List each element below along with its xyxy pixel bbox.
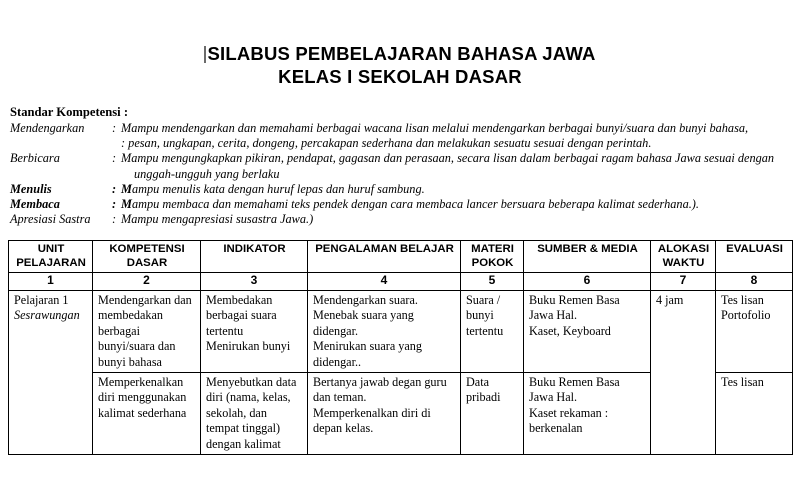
unit-pelajaran-subtitle: Sesrawungan	[14, 308, 80, 323]
cell-kompetensi-dasar: Memperkenalkan diri menggunakan kalimat sederhana	[93, 372, 201, 454]
standar-kompetensi-section	[0, 105, 800, 227]
sk-entry-berbicara	[10, 151, 800, 166]
cell-evaluasi	[716, 290, 793, 372]
col-number-3: 3	[201, 273, 308, 291]
pengalaman-line: Bertanya jawab degan guru dan teman.	[313, 374, 447, 405]
title-line-primary	[204, 42, 595, 65]
sk-text-menulis-lead: M	[121, 181, 132, 196]
sk-text-menulis	[121, 182, 800, 197]
col-number-6: 6	[524, 273, 651, 291]
cell-alokasi-waktu: 4 jam	[651, 290, 716, 454]
sumber-media-line: Kaset rekaman : berkenalan	[529, 405, 609, 436]
col-number-8: 8	[716, 273, 793, 291]
col-number-7: 7	[651, 273, 716, 291]
sk-text-berbicara-line2: unggah-ungguh yang berlaku	[134, 166, 280, 181]
title-line-secondary: KELAS I SEKOLAH DASAR	[278, 66, 522, 87]
sk-text-menulis-rest: ampu menulis kata dengan huruf lepas dan huruf sambung.	[131, 181, 425, 196]
standar-kompetensi-heading: Standar Kompetensi :	[10, 105, 129, 119]
sk-label-apresiasi-sastra: Apresiasi Sastra	[10, 212, 91, 227]
sk-entry-mendengarkan-cont	[10, 136, 800, 151]
sk-label-mendengarkan: Mendengarkan	[10, 121, 85, 135]
pengalaman-line: Menirukan suara yang didengar..	[313, 339, 422, 369]
sk-label-berbicara: Berbicara	[10, 151, 60, 166]
title-text-line-1: SILABUS PEMBELAJARAN BAHASA JAWA	[207, 43, 596, 64]
sk-text-berbicara: Mampu mengungkapkan pikiran, pendapat, gagasan dan perasaan, secara lisan dalam berbagai ragam bahasa Jawa sesuai dengan	[121, 151, 775, 166]
table-body	[9, 290, 793, 454]
cell-sumber-media	[524, 290, 651, 372]
sk-indent-spacer	[10, 167, 134, 182]
table-row	[9, 290, 793, 372]
col-number-1: 1	[9, 273, 93, 291]
sk-colon-membaca: :	[112, 197, 117, 212]
evaluasi-line: Portofolio	[721, 308, 771, 323]
col-header-kompetensi-dasar: KOMPETENSI DASAR	[93, 241, 201, 273]
sk-entry-apresiasi-sastra	[10, 212, 800, 227]
pengalaman-line: Memperkenalkan diri di depan kelas.	[313, 405, 431, 436]
col-header-indikator: INDIKATOR	[201, 241, 308, 273]
col-header-materi-pokok: MATERI POKOK	[461, 241, 524, 273]
col-header-unit-pelajaran: UNIT PELAJARAN	[9, 241, 93, 273]
cell-sumber-media	[524, 372, 651, 454]
sk-text-apresiasi-sastra: Mampu mengapresiasi susastra Jawa.)	[121, 212, 314, 227]
pengalaman-line: Mendengarkan suara.	[313, 292, 418, 307]
sumber-media-line: Buku Remen Basa Jawa Hal.	[529, 374, 620, 405]
sk-colon-berbicara: :	[112, 151, 117, 166]
cell-indikator: Menyebutkan data diri (nama, kelas, sekolah, dan tempat tinggal) dengan kalimat	[201, 372, 308, 454]
indikator-line: Membedakan berbagai suara tertentu	[206, 292, 277, 338]
sk-entry-membaca	[10, 197, 800, 212]
cell-kompetensi-dasar: Mendengarkan dan membedakan berbagai bunyi/suara dan bunyi bahasa	[93, 290, 201, 372]
pengalaman-line: Menebak suara yang didengar.	[313, 308, 414, 338]
sk-text-membaca-lead: M	[121, 197, 132, 212]
sumber-media-line: Kaset, Keyboard	[529, 323, 611, 338]
col-header-alokasi-waktu: ALOKASI WAKTU	[651, 241, 716, 273]
document-title	[0, 42, 800, 88]
sumber-media-line: Buku Remen Basa Jawa Hal.	[529, 292, 620, 323]
sk-label-menulis: Menulis	[10, 181, 52, 196]
table-header-row-numbers	[9, 273, 793, 291]
sk-colon-menulis: :	[112, 181, 117, 196]
cell-indikator	[201, 290, 308, 372]
sk-text-membaca	[121, 197, 800, 212]
cell-materi-pokok: Data pribadi	[461, 372, 524, 454]
cell-pengalaman-belajar	[308, 290, 461, 372]
cell-unit-pelajaran	[9, 290, 93, 454]
sk-text-mendengarkan: Mampu mendengarkan dan memahami berbagai wacana lisan melalui mendengarkan berbagai bunyi/suara dan bunyi bahasa,	[121, 121, 749, 135]
cell-materi-pokok: Suara / bunyi tertentu	[461, 290, 524, 372]
sk-entry-menulis	[10, 182, 800, 197]
sk-entry-berbicara-cont	[10, 167, 800, 182]
col-header-sumber-media: SUMBER & MEDIA	[524, 241, 651, 273]
evaluasi-line: Tes lisan	[721, 292, 764, 307]
cell-evaluasi: Tes lisan	[716, 372, 793, 454]
table-header-row-labels	[9, 241, 793, 273]
col-number-4: 4	[308, 273, 461, 291]
silabus-table-container	[0, 240, 800, 455]
sk-text-mendengarkan-line2: : pesan, ungkapan, cerita, dongeng, percakapan sederhana dan melakukan sesuatu sesuai dengan perintah.	[121, 136, 652, 151]
unit-pelajaran-title: Pelajaran 1	[14, 292, 69, 307]
cell-pengalaman-belajar	[308, 372, 461, 454]
sk-entry-mendengarkan	[10, 121, 800, 136]
indikator-line: Menirukan bunyi	[206, 339, 291, 354]
sk-indent-spacer	[10, 136, 121, 151]
sk-colon-apresiasi-sastra: :	[112, 212, 117, 227]
sk-text-membaca-rest: ampu membaca dan memahami teks pendek dengan cara membaca lancer bersuara beberapa kalimat sederhana.).	[131, 197, 699, 212]
sk-colon-mendengarkan: :	[112, 121, 117, 135]
col-header-evaluasi: EVALUASI	[716, 241, 793, 273]
silabus-table	[8, 240, 793, 455]
col-number-5: 5	[461, 273, 524, 291]
col-number-2: 2	[93, 273, 201, 291]
sk-label-membaca: Membaca	[10, 197, 60, 212]
col-header-pengalaman-belajar: PENGALAMAN BELAJAR	[308, 241, 461, 273]
table-header	[9, 241, 793, 291]
